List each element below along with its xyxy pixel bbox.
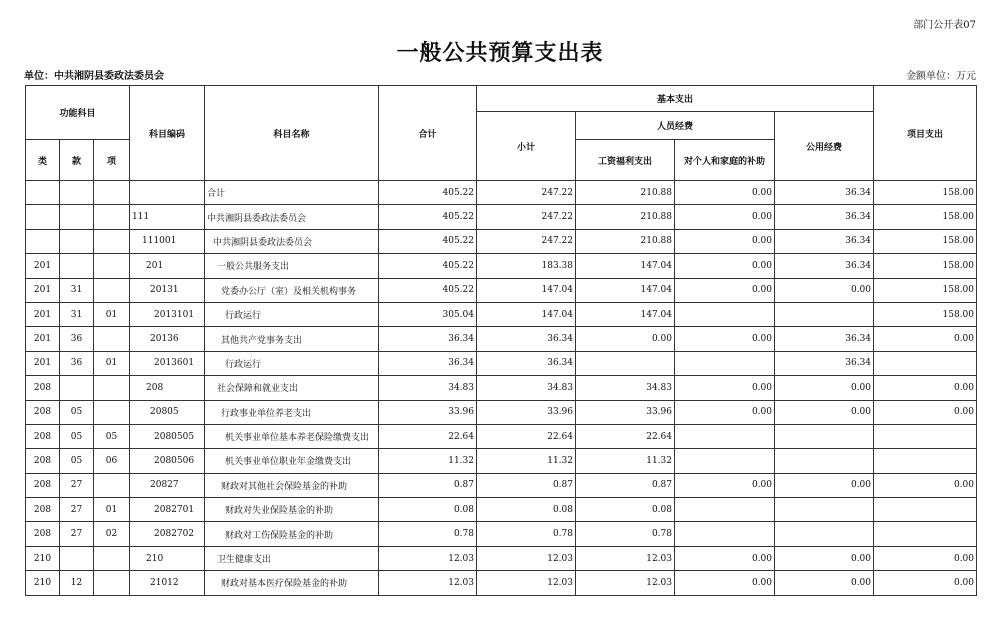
wages-cell: 11.32 xyxy=(576,449,675,473)
lei-cell: 208 xyxy=(26,498,60,522)
code-cell xyxy=(130,181,205,205)
name-cell: 卫生健康支出 xyxy=(205,546,379,570)
table-row xyxy=(26,278,977,302)
name-cell: 中共湘阴县委政法委员会 xyxy=(205,229,379,253)
total-cell: 405.22 xyxy=(379,229,477,253)
total-cell: 34.83 xyxy=(379,376,477,400)
table-row xyxy=(26,229,977,253)
project-cell: 0.00 xyxy=(874,473,977,497)
total-cell: 405.22 xyxy=(379,254,477,278)
header-personnel: 人员经费 xyxy=(576,112,775,140)
wages-cell xyxy=(576,351,675,375)
code-cell: 210 xyxy=(130,546,205,570)
wages-cell: 12.03 xyxy=(576,571,675,595)
header-func-subject: 功能科目 xyxy=(26,86,130,140)
table-row xyxy=(26,571,977,595)
header-public: 公用经费 xyxy=(775,112,874,181)
table-row xyxy=(26,205,977,229)
xiang-cell xyxy=(94,181,130,205)
code-cell: 2013601 xyxy=(130,351,205,375)
total-cell: 12.03 xyxy=(379,571,477,595)
header-project: 项目支出 xyxy=(874,86,977,181)
code-cell: 21012 xyxy=(130,571,205,595)
code-cell: 2013101 xyxy=(130,302,205,326)
wages-cell: 34.83 xyxy=(576,376,675,400)
public-cell xyxy=(775,522,874,546)
table-row xyxy=(26,376,977,400)
unit-label: 单位：中共湘阴县委政法委员会 xyxy=(24,71,164,82)
wages-cell: 147.04 xyxy=(576,254,675,278)
project-cell xyxy=(874,424,977,448)
total-cell: 12.03 xyxy=(379,546,477,570)
subtotal-cell: 147.04 xyxy=(477,278,576,302)
individual-cell xyxy=(675,449,775,473)
public-cell: 0.00 xyxy=(775,400,874,424)
xiang-cell xyxy=(94,205,130,229)
name-cell: 财政对其他社会保险基金的补助 xyxy=(205,473,379,497)
table-row xyxy=(26,302,977,326)
subtotal-cell: 33.96 xyxy=(477,400,576,424)
xiang-cell: 01 xyxy=(94,498,130,522)
code-cell: 20136 xyxy=(130,327,205,351)
subtotal-cell: 12.03 xyxy=(477,571,576,595)
xiang-cell xyxy=(94,254,130,278)
subtotal-cell: 12.03 xyxy=(477,546,576,570)
individual-cell: 0.00 xyxy=(675,181,775,205)
kuan-cell: 27 xyxy=(60,473,94,497)
individual-cell: 0.00 xyxy=(675,400,775,424)
lei-cell xyxy=(26,181,60,205)
name-cell: 党委办公厅（室）及相关机构事务 xyxy=(205,278,379,302)
public-cell: 0.00 xyxy=(775,546,874,570)
individual-cell xyxy=(675,522,775,546)
wages-cell: 147.04 xyxy=(576,278,675,302)
name-cell: 财政对失业保险基金的补助 xyxy=(205,498,379,522)
lei-cell: 210 xyxy=(26,546,60,570)
lei-cell: 210 xyxy=(26,571,60,595)
subtotal-cell: 22.64 xyxy=(477,424,576,448)
name-cell: 机关事业单位职业年金缴费支出 xyxy=(205,449,379,473)
xiang-cell: 05 xyxy=(94,424,130,448)
project-cell: 158.00 xyxy=(874,254,977,278)
project-cell xyxy=(874,498,977,522)
lei-cell xyxy=(26,205,60,229)
header-wages: 工资福利支出 xyxy=(576,140,675,181)
wages-cell: 147.04 xyxy=(576,302,675,326)
individual-cell xyxy=(675,424,775,448)
subtotal-cell: 183.38 xyxy=(477,254,576,278)
individual-cell: 0.00 xyxy=(675,473,775,497)
total-cell: 405.22 xyxy=(379,205,477,229)
kuan-cell xyxy=(60,254,94,278)
individual-cell: 0.00 xyxy=(675,205,775,229)
name-cell: 财政对工伤保险基金的补助 xyxy=(205,522,379,546)
table-row xyxy=(26,546,977,570)
individual-cell: 0.00 xyxy=(675,254,775,278)
code-cell: 111 xyxy=(130,205,205,229)
kuan-cell xyxy=(60,205,94,229)
wages-cell: 0.78 xyxy=(576,522,675,546)
kuan-cell xyxy=(60,229,94,253)
subtotal-cell: 0.08 xyxy=(477,498,576,522)
subtotal-cell: 247.22 xyxy=(477,181,576,205)
lei-cell: 208 xyxy=(26,522,60,546)
subtotal-cell: 0.78 xyxy=(477,522,576,546)
project-cell xyxy=(874,449,977,473)
header-subtotal: 小计 xyxy=(477,112,576,181)
individual-cell xyxy=(675,302,775,326)
wages-cell: 210.88 xyxy=(576,205,675,229)
public-cell: 36.34 xyxy=(775,205,874,229)
code-cell: 111001 xyxy=(130,229,205,253)
project-cell: 0.00 xyxy=(874,327,977,351)
budget-table xyxy=(25,85,977,596)
xiang-cell xyxy=(94,229,130,253)
table-row xyxy=(26,498,977,522)
public-cell xyxy=(775,424,874,448)
table-row xyxy=(26,351,977,375)
lei-cell: 208 xyxy=(26,424,60,448)
individual-cell xyxy=(675,498,775,522)
table-row xyxy=(26,327,977,351)
kuan-cell xyxy=(60,546,94,570)
lei-cell: 201 xyxy=(26,327,60,351)
project-cell: 158.00 xyxy=(874,205,977,229)
xiang-cell: 02 xyxy=(94,522,130,546)
lei-cell: 208 xyxy=(26,449,60,473)
name-cell: 行政事业单位养老支出 xyxy=(205,400,379,424)
total-cell: 11.32 xyxy=(379,449,477,473)
public-cell: 0.00 xyxy=(775,278,874,302)
total-cell: 22.64 xyxy=(379,424,477,448)
project-cell: 0.00 xyxy=(874,376,977,400)
project-cell xyxy=(874,351,977,375)
total-cell: 405.22 xyxy=(379,278,477,302)
public-cell: 36.34 xyxy=(775,327,874,351)
public-cell xyxy=(775,498,874,522)
table-row xyxy=(26,181,977,205)
xiang-cell xyxy=(94,376,130,400)
lei-cell: 208 xyxy=(26,400,60,424)
header-individual: 对个人和家庭的补助 xyxy=(675,140,775,181)
lei-cell xyxy=(26,229,60,253)
wages-cell: 0.87 xyxy=(576,473,675,497)
wages-cell: 33.96 xyxy=(576,400,675,424)
name-cell: 中共湘阴县委政法委员会 xyxy=(205,205,379,229)
subtotal-cell: 147.04 xyxy=(477,302,576,326)
header-kuan: 款 xyxy=(60,140,94,181)
public-cell: 0.00 xyxy=(775,473,874,497)
header-lei: 类 xyxy=(26,140,60,181)
name-cell: 机关事业单位基本养老保险缴费支出 xyxy=(205,424,379,448)
header-code: 科目编码 xyxy=(130,86,205,181)
code-cell: 2082701 xyxy=(130,498,205,522)
table-row xyxy=(26,473,977,497)
code-cell: 20131 xyxy=(130,278,205,302)
kuan-cell: 12 xyxy=(60,571,94,595)
xiang-cell xyxy=(94,327,130,351)
public-cell xyxy=(775,449,874,473)
name-cell: 行政运行 xyxy=(205,302,379,326)
xiang-cell: 01 xyxy=(94,351,130,375)
kuan-cell: 05 xyxy=(60,424,94,448)
page-title: 一般公共预算支出表 xyxy=(396,40,604,66)
header-total: 合计 xyxy=(379,86,477,181)
table-row xyxy=(26,522,977,546)
name-cell: 行政运行 xyxy=(205,351,379,375)
public-cell: 36.34 xyxy=(775,229,874,253)
wages-cell: 210.88 xyxy=(576,181,675,205)
xiang-cell xyxy=(94,400,130,424)
individual-cell: 0.00 xyxy=(675,229,775,253)
project-cell: 0.00 xyxy=(874,400,977,424)
total-cell: 405.22 xyxy=(379,181,477,205)
subtotal-cell: 36.34 xyxy=(477,327,576,351)
total-cell: 36.34 xyxy=(379,327,477,351)
code-cell: 208 xyxy=(130,376,205,400)
code-cell: 20805 xyxy=(130,400,205,424)
project-cell: 158.00 xyxy=(874,302,977,326)
project-cell: 0.00 xyxy=(874,546,977,570)
subtotal-cell: 247.22 xyxy=(477,205,576,229)
subtotal-cell: 0.87 xyxy=(477,473,576,497)
wages-cell: 0.08 xyxy=(576,498,675,522)
wages-cell: 0.00 xyxy=(576,327,675,351)
lei-cell: 201 xyxy=(26,254,60,278)
table-number-label: 部门公开表07 xyxy=(913,20,976,31)
individual-cell: 0.00 xyxy=(675,571,775,595)
project-cell: 158.00 xyxy=(874,229,977,253)
kuan-cell: 27 xyxy=(60,522,94,546)
total-cell: 0.87 xyxy=(379,473,477,497)
table-row xyxy=(26,400,977,424)
wages-cell: 22.64 xyxy=(576,424,675,448)
table-row xyxy=(26,449,977,473)
kuan-cell: 27 xyxy=(60,498,94,522)
xiang-cell: 01 xyxy=(94,302,130,326)
name-cell: 其他共产党事务支出 xyxy=(205,327,379,351)
kuan-cell: 36 xyxy=(60,327,94,351)
kuan-cell: 31 xyxy=(60,302,94,326)
project-cell xyxy=(874,522,977,546)
individual-cell xyxy=(675,351,775,375)
kuan-cell: 05 xyxy=(60,400,94,424)
lei-cell: 201 xyxy=(26,351,60,375)
kuan-cell: 31 xyxy=(60,278,94,302)
public-cell: 36.34 xyxy=(775,254,874,278)
xiang-cell xyxy=(94,546,130,570)
code-cell: 2082702 xyxy=(130,522,205,546)
code-cell: 2080506 xyxy=(130,449,205,473)
table-row xyxy=(26,424,977,448)
header-basic: 基本支出 xyxy=(477,86,874,112)
subtotal-cell: 34.83 xyxy=(477,376,576,400)
public-cell: 36.34 xyxy=(775,351,874,375)
wages-cell: 210.88 xyxy=(576,229,675,253)
public-cell: 0.00 xyxy=(775,376,874,400)
public-cell xyxy=(775,302,874,326)
total-cell: 0.08 xyxy=(379,498,477,522)
total-cell: 0.78 xyxy=(379,522,477,546)
project-cell: 158.00 xyxy=(874,181,977,205)
individual-cell: 0.00 xyxy=(675,327,775,351)
total-cell: 305.04 xyxy=(379,302,477,326)
individual-cell: 0.00 xyxy=(675,546,775,570)
code-cell: 201 xyxy=(130,254,205,278)
public-cell: 36.34 xyxy=(775,181,874,205)
total-cell: 33.96 xyxy=(379,400,477,424)
subtotal-cell: 11.32 xyxy=(477,449,576,473)
name-cell: 合计 xyxy=(205,181,379,205)
kuan-cell xyxy=(60,376,94,400)
header-name: 科目名称 xyxy=(205,86,379,181)
kuan-cell: 05 xyxy=(60,449,94,473)
lei-cell: 201 xyxy=(26,278,60,302)
total-cell: 36.34 xyxy=(379,351,477,375)
xiang-cell xyxy=(94,278,130,302)
individual-cell: 0.00 xyxy=(675,278,775,302)
subtotal-cell: 36.34 xyxy=(477,351,576,375)
wages-cell: 12.03 xyxy=(576,546,675,570)
subtotal-cell: 247.22 xyxy=(477,229,576,253)
xiang-cell: 06 xyxy=(94,449,130,473)
name-cell: 社会保障和就业支出 xyxy=(205,376,379,400)
kuan-cell: 36 xyxy=(60,351,94,375)
code-cell: 2080505 xyxy=(130,424,205,448)
amount-unit-label: 金额单位：万元 xyxy=(906,71,976,82)
name-cell: 一般公共服务支出 xyxy=(205,254,379,278)
name-cell: 财政对基本医疗保险基金的补助 xyxy=(205,571,379,595)
project-cell: 0.00 xyxy=(874,571,977,595)
kuan-cell xyxy=(60,181,94,205)
table-row xyxy=(26,254,977,278)
project-cell: 158.00 xyxy=(874,278,977,302)
code-cell: 20827 xyxy=(130,473,205,497)
public-cell: 0.00 xyxy=(775,571,874,595)
xiang-cell xyxy=(94,473,130,497)
header-xiang: 项 xyxy=(94,140,130,181)
lei-cell: 208 xyxy=(26,473,60,497)
lei-cell: 201 xyxy=(26,302,60,326)
individual-cell: 0.00 xyxy=(675,376,775,400)
lei-cell: 208 xyxy=(26,376,60,400)
xiang-cell xyxy=(94,571,130,595)
